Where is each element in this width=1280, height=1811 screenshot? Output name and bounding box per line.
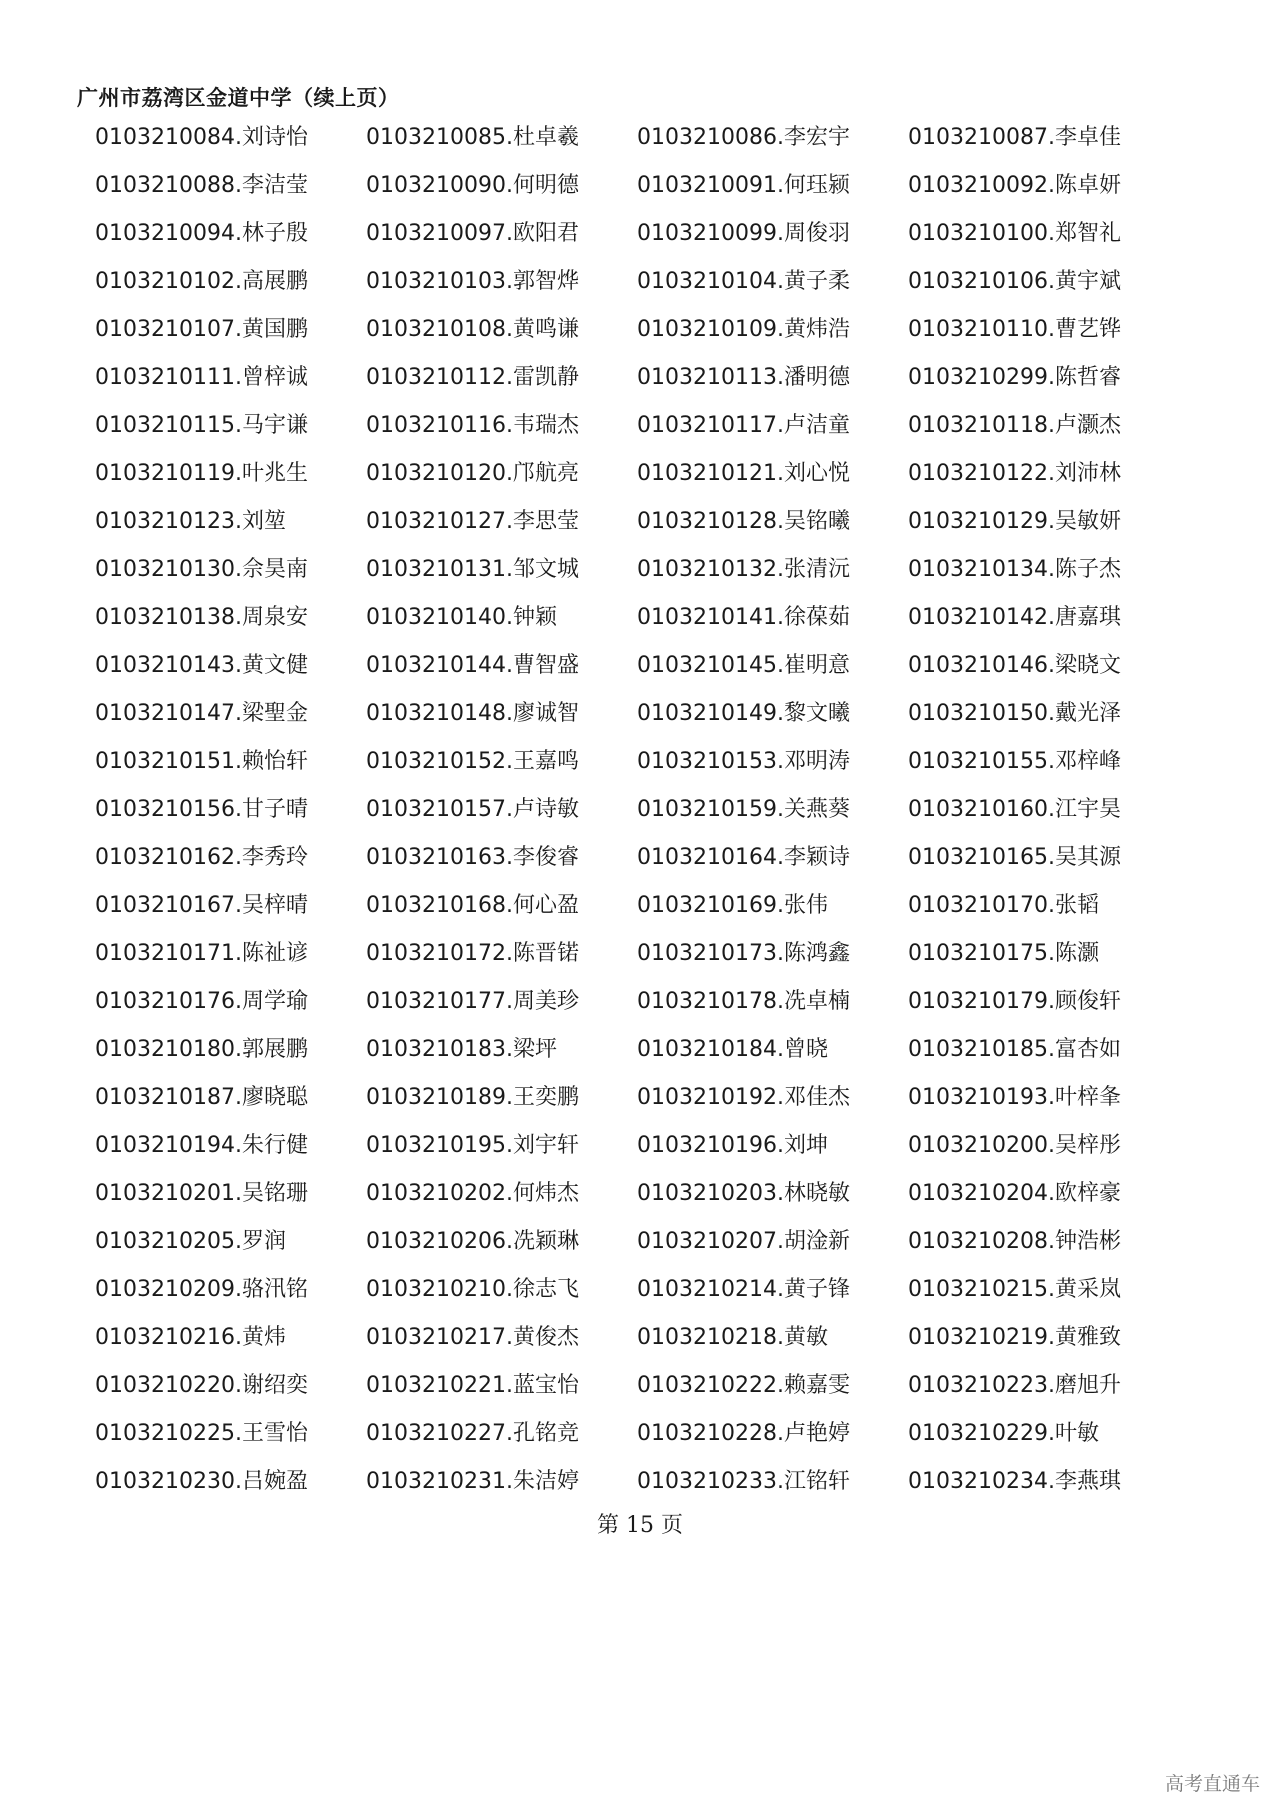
student-entry: 0103210227.孔铭竞 [366,1421,579,1446]
student-entry: 0103210119.叶兆生 [95,461,308,486]
student-entry: 0103210196.刘坤 [637,1133,828,1158]
watermark-text: 高考直通车 [1164,1773,1260,1795]
student-entry: 0103210097.欧阳君 [366,221,579,246]
student-entry: 0103210152.王嘉鸣 [366,749,579,774]
student-entry: 0103210150.戴光泽 [908,701,1121,726]
student-entry: 0103210234.李燕琪 [908,1469,1121,1494]
student-entry: 0103210092.陈卓妍 [908,173,1121,198]
student-entry: 0103210146.梁晓文 [908,653,1121,678]
student-entry: 0103210148.廖诚智 [366,701,579,726]
student-entry: 0103210088.李洁莹 [95,173,308,198]
student-entry: 0103210184.曾晓 [637,1037,828,1062]
page-title: 广州市荔湾区金道中学（续上页） [77,86,400,110]
student-entry: 0103210177.周美珍 [366,989,579,1014]
student-entry: 0103210087.李卓佳 [908,125,1121,150]
student-entry: 0103210113.潘明德 [637,365,850,390]
student-entry: 0103210210.徐志飞 [366,1277,579,1302]
student-entry: 0103210106.黄宇斌 [908,269,1121,294]
student-entry: 0103210170.张韬 [908,893,1099,918]
student-entry: 0103210160.江宇昊 [908,797,1121,822]
student-entry: 0103210165.吴其源 [908,845,1121,870]
student-entry: 0103210153.邓明涛 [637,749,850,774]
student-entry: 0103210194.朱行健 [95,1133,308,1158]
student-entry: 0103210162.李秀玲 [95,845,308,870]
student-entry: 0103210128.吴铭曦 [637,509,850,534]
student-entry: 0103210117.卢洁童 [637,413,850,438]
student-entry: 0103210207.胡淦新 [637,1229,850,1254]
student-entry: 0103210218.黄敏 [637,1325,828,1350]
student-entry: 0103210100.郑智礼 [908,221,1121,246]
student-entry: 0103210193.叶梓夆 [908,1085,1121,1110]
student-entry: 0103210115.马宇谦 [95,413,308,438]
student-entry: 0103210085.杜卓羲 [366,125,579,150]
student-entry: 0103210215.黄采岚 [908,1277,1121,1302]
student-entry: 0103210228.卢艳婷 [637,1421,850,1446]
student-entry: 0103210172.陈晋锘 [366,941,579,966]
student-entry: 0103210156.甘子晴 [95,797,308,822]
student-entry: 0103210171.陈祉谚 [95,941,308,966]
student-entry: 0103210205.罗润 [95,1229,286,1254]
student-entry: 0103210109.黄炜浩 [637,317,850,342]
student-entry: 0103210169.张伟 [637,893,828,918]
student-entry: 0103210179.顾俊轩 [908,989,1121,1014]
student-entry: 0103210108.黄鸣谦 [366,317,579,342]
student-entry: 0103210185.富杏如 [908,1037,1121,1062]
student-entry: 0103210102.高展鹏 [95,269,308,294]
student-entry: 0103210216.黄炜 [95,1325,286,1350]
student-entry: 0103210220.谢绍奕 [95,1373,308,1398]
student-entry: 0103210189.王奕鹏 [366,1085,579,1110]
student-entry: 0103210099.周俊羽 [637,221,850,246]
student-entry: 0103210103.郭智烨 [366,269,579,294]
student-entry: 0103210173.陈鸿鑫 [637,941,850,966]
student-entry: 0103210201.吴铭珊 [95,1181,308,1206]
student-entry: 0103210231.朱洁婷 [366,1469,579,1494]
student-entry: 0103210111.曾梓诚 [95,365,308,390]
student-entry: 0103210121.刘心悦 [637,461,850,486]
student-entry: 0103210084.刘诗怡 [95,125,308,150]
student-entry: 0103210217.黄俊杰 [366,1325,579,1350]
student-entry: 0103210142.唐嘉琪 [908,605,1121,630]
student-entry: 0103210157.卢诗敏 [366,797,579,822]
student-entry: 0103210144.曹智盛 [366,653,579,678]
student-entry: 0103210167.吴梓晴 [95,893,308,918]
student-entry: 0103210200.吴梓彤 [908,1133,1121,1158]
student-entry: 0103210180.郭展鹏 [95,1037,308,1062]
student-entry: 0103210219.黄雅致 [908,1325,1121,1350]
student-entry: 0103210233.江铭轩 [637,1469,850,1494]
student-entry: 0103210155.邓梓峰 [908,749,1121,774]
student-entry: 0103210178.冼卓楠 [637,989,850,1014]
student-entry: 0103210129.吴敏妍 [908,509,1121,534]
student-entry: 0103210130.佘昊南 [95,557,308,582]
student-entry: 0103210138.周泉安 [95,605,308,630]
student-entry: 0103210175.陈灏 [908,941,1099,966]
student-entry: 0103210164.李颖诗 [637,845,850,870]
student-entry: 0103210090.何明德 [366,173,579,198]
student-entry: 0103210168.何心盈 [366,893,579,918]
student-entry: 0103210187.廖晓聪 [95,1085,308,1110]
student-entry: 0103210206.冼颖琳 [366,1229,579,1254]
student-entry: 0103210208.钟浩彬 [908,1229,1121,1254]
student-entry: 0103210299.陈哲睿 [908,365,1121,390]
student-entry: 0103210091.何珏颍 [637,173,850,198]
student-entry: 0103210151.赖怡轩 [95,749,308,774]
student-entry: 0103210183.梁坪 [366,1037,557,1062]
student-entry: 0103210204.欧梓豪 [908,1181,1121,1206]
student-entry: 0103210104.黄子柔 [637,269,850,294]
student-entry: 0103210221.蓝宝怡 [366,1373,579,1398]
student-entry: 0103210223.磨旭升 [908,1373,1121,1398]
student-entry: 0103210131.邹文城 [366,557,579,582]
student-entry: 0103210222.赖嘉雯 [637,1373,850,1398]
student-list [95,123,1205,1515]
student-entry: 0103210176.周学瑜 [95,989,308,1014]
student-entry: 0103210195.刘宇轩 [366,1133,579,1158]
student-entry: 0103210229.叶敏 [908,1421,1099,1446]
student-entry: 0103210120.邝航亮 [366,461,579,486]
student-entry: 0103210118.卢灏杰 [908,413,1121,438]
student-entry: 0103210140.钟颖 [366,605,557,630]
student-entry: 0103210159.关燕葵 [637,797,850,822]
student-entry: 0103210202.何炜杰 [366,1181,579,1206]
student-entry: 0103210094.林子殷 [95,221,308,246]
student-entry: 0103210145.崔明意 [637,653,850,678]
student-entry: 0103210127.李思莹 [366,509,579,534]
student-entry: 0103210230.吕婉盈 [95,1469,308,1494]
student-entry: 0103210147.梁聖金 [95,701,308,726]
student-entry: 0103210116.韦瑞杰 [366,413,579,438]
student-entry: 0103210112.雷凯静 [366,365,579,390]
student-entry: 0103210149.黎文曦 [637,701,850,726]
student-entry: 0103210134.陈子杰 [908,557,1121,582]
student-entry: 0103210086.李宏宇 [637,125,850,150]
student-entry: 0103210225.王雪怡 [95,1421,308,1446]
student-entry: 0103210132.张清沅 [637,557,850,582]
student-entry: 0103210214.黄子锋 [637,1277,850,1302]
student-entry: 0103210107.黄国鹏 [95,317,308,342]
page-number: 第 15 页 [597,1513,683,1538]
student-entry: 0103210209.骆汛铭 [95,1277,308,1302]
student-entry: 0103210203.林晓敏 [637,1181,850,1206]
student-entry: 0103210110.曹艺铧 [908,317,1121,342]
student-entry: 0103210163.李俊睿 [366,845,579,870]
student-entry: 0103210143.黄文健 [95,653,308,678]
student-entry: 0103210141.徐葆茹 [637,605,850,630]
student-entry: 0103210192.邓佳杰 [637,1085,850,1110]
student-entry: 0103210122.刘沛林 [908,461,1121,486]
student-entry: 0103210123.刘堃 [95,509,286,534]
